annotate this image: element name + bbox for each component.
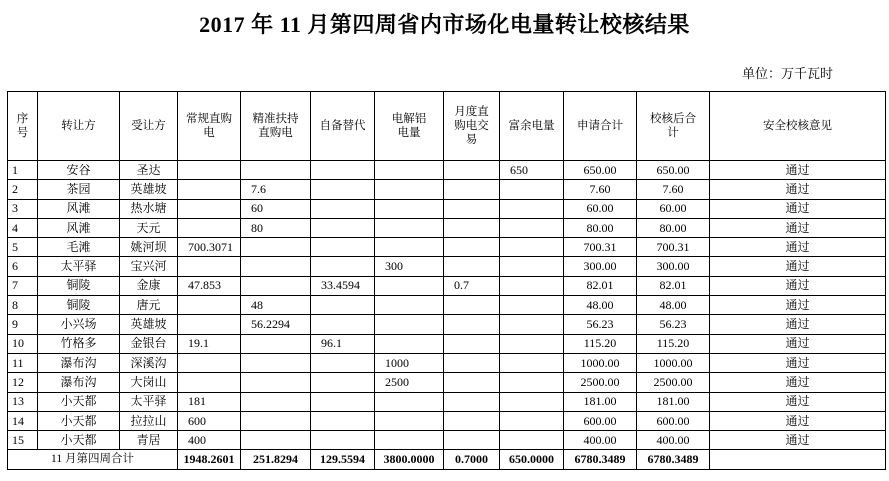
cell-checked-total: 82.01 [637,276,710,295]
cell-regular-direct [178,161,241,180]
cell-transferor: 毛滩 [38,238,120,257]
cell-surplus [500,257,564,276]
cell-precise-support [241,161,311,180]
result-table [7,91,886,470]
cell-transferee: 英雄坡 [120,180,178,199]
total-label: 11 月第四周合计 [8,450,178,469]
total-value: 129.5594 [311,450,375,469]
cell-aluminum [375,431,444,450]
cell-regular-direct [178,315,241,334]
cell-self-replace [311,238,375,257]
cell-checked-total: 600.00 [637,411,710,430]
header-apply-total: 申请合计 [564,92,637,161]
cell-aluminum [375,161,444,180]
cell-seq: 9 [8,315,38,334]
cell-self-replace [311,161,375,180]
cell-seq: 7 [8,276,38,295]
cell-precise-support [241,392,311,411]
cell-precise-support: 48 [241,296,311,315]
cell-surplus [500,431,564,450]
cell-surplus [500,411,564,430]
cell-transferee: 英雄坡 [120,315,178,334]
cell-precise-support [241,373,311,392]
cell-monthly-direct [444,180,500,199]
cell-aluminum [375,296,444,315]
table-row [8,431,886,450]
header-precise-support: 精准扶持直购电 [241,92,311,161]
cell-transferor: 铜陵 [38,276,120,295]
cell-apply-total: 400.00 [564,431,637,450]
cell-safety-opinion: 通过 [710,276,886,295]
cell-surplus [500,276,564,295]
cell-checked-total: 48.00 [637,296,710,315]
cell-precise-support [241,257,311,276]
cell-checked-total: 300.00 [637,257,710,276]
cell-checked-total: 56.23 [637,315,710,334]
cell-safety-opinion: 通过 [710,411,886,430]
cell-aluminum [375,199,444,218]
cell-monthly-direct [444,373,500,392]
cell-aluminum [375,218,444,237]
header-safety-opinion: 安全校核意见 [710,92,886,161]
cell-apply-total: 56.23 [564,315,637,334]
cell-precise-support [241,353,311,372]
table-row [8,334,886,353]
table-row [8,392,886,411]
cell-safety-opinion: 通过 [710,218,886,237]
cell-precise-support [241,431,311,450]
cell-safety-opinion: 通过 [710,431,886,450]
cell-aluminum [375,276,444,295]
cell-seq: 15 [8,431,38,450]
cell-seq: 4 [8,218,38,237]
cell-monthly-direct [444,315,500,334]
cell-regular-direct [178,199,241,218]
header-monthly-direct: 月度直购电交易 [444,92,500,161]
cell-transferor: 茶园 [38,180,120,199]
cell-self-replace [311,296,375,315]
cell-transferee: 圣达 [120,161,178,180]
cell-precise-support: 80 [241,218,311,237]
total-value: 0.7000 [444,450,500,469]
cell-surplus [500,315,564,334]
total-row [8,450,886,469]
cell-monthly-direct [444,431,500,450]
cell-seq: 13 [8,392,38,411]
cell-regular-direct [178,373,241,392]
cell-transferor: 安谷 [38,161,120,180]
cell-apply-total: 2500.00 [564,373,637,392]
cell-apply-total: 115.20 [564,334,637,353]
cell-aluminum: 1000 [375,353,444,372]
cell-regular-direct: 47.853 [178,276,241,295]
header-seq: 序号 [8,92,38,161]
cell-checked-total: 1000.00 [637,353,710,372]
header-regular-direct: 常规直购电 [178,92,241,161]
cell-transferor: 瀑布沟 [38,353,120,372]
cell-apply-total: 300.00 [564,257,637,276]
cell-safety-opinion: 通过 [710,353,886,372]
cell-transferee: 太平驿 [120,392,178,411]
cell-surplus [500,218,564,237]
cell-regular-direct: 700.3071 [178,238,241,257]
total-value: 1948.2601 [178,450,241,469]
table-row [8,353,886,372]
cell-aluminum [375,411,444,430]
cell-transferee: 青居 [120,431,178,450]
cell-self-replace [311,257,375,276]
total-value: 251.8294 [241,450,311,469]
cell-seq: 3 [8,199,38,218]
cell-self-replace [311,411,375,430]
cell-monthly-direct [444,411,500,430]
cell-transferor: 小天都 [38,431,120,450]
cell-surplus: 650 [500,161,564,180]
cell-safety-opinion: 通过 [710,392,886,411]
cell-aluminum [375,180,444,199]
cell-self-replace [311,373,375,392]
unit-label: 单位：万千瓦时 [742,66,834,81]
cell-apply-total: 7.60 [564,180,637,199]
cell-self-replace: 33.4594 [311,276,375,295]
cell-checked-total: 80.00 [637,218,710,237]
cell-monthly-direct [444,296,500,315]
cell-self-replace [311,218,375,237]
cell-monthly-direct [444,353,500,372]
cell-transferor: 太平驿 [38,257,120,276]
table-row [8,257,886,276]
header-row [8,92,886,161]
cell-safety-opinion: 通过 [710,238,886,257]
cell-surplus [500,296,564,315]
cell-apply-total: 600.00 [564,411,637,430]
cell-safety-opinion: 通过 [710,373,886,392]
table-row [8,180,886,199]
cell-transferor: 瀑布沟 [38,373,120,392]
cell-aluminum: 2500 [375,373,444,392]
cell-monthly-direct [444,161,500,180]
cell-transferee: 金康 [120,276,178,295]
cell-apply-total: 700.31 [564,238,637,257]
cell-transferor: 风滩 [38,218,120,237]
cell-self-replace [311,353,375,372]
cell-transferor: 铜陵 [38,296,120,315]
cell-seq: 6 [8,257,38,276]
cell-transferee: 拉拉山 [120,411,178,430]
cell-surplus [500,353,564,372]
cell-aluminum [375,334,444,353]
cell-transferor: 小天都 [38,411,120,430]
cell-seq: 10 [8,334,38,353]
cell-safety-opinion: 通过 [710,257,886,276]
cell-surplus [500,334,564,353]
cell-self-replace [311,180,375,199]
cell-surplus [500,199,564,218]
cell-checked-total: 60.00 [637,199,710,218]
cell-precise-support: 7.6 [241,180,311,199]
cell-surplus [500,392,564,411]
cell-transferor: 小天都 [38,392,120,411]
cell-apply-total: 650.00 [564,161,637,180]
table-row [8,296,886,315]
cell-regular-direct [178,180,241,199]
cell-precise-support [241,276,311,295]
cell-monthly-direct: 0.7 [444,276,500,295]
cell-self-replace [311,315,375,334]
cell-checked-total: 7.60 [637,180,710,199]
cell-seq: 2 [8,180,38,199]
cell-seq: 12 [8,373,38,392]
cell-precise-support [241,238,311,257]
cell-regular-direct: 600 [178,411,241,430]
cell-safety-opinion: 通过 [710,315,886,334]
cell-transferee: 唐元 [120,296,178,315]
cell-transferee: 天元 [120,218,178,237]
cell-apply-total: 1000.00 [564,353,637,372]
table-row [8,411,886,430]
cell-seq: 11 [8,353,38,372]
total-value: 650.0000 [500,450,564,469]
cell-apply-total: 82.01 [564,276,637,295]
cell-checked-total: 115.20 [637,334,710,353]
cell-seq: 5 [8,238,38,257]
header-transferor: 转让方 [38,92,120,161]
table-row [8,218,886,237]
cell-regular-direct [178,296,241,315]
cell-monthly-direct [444,199,500,218]
cell-monthly-direct [444,257,500,276]
total-value: 6780.3489 [564,450,637,469]
table-row [8,238,886,257]
cell-transferee: 宝兴河 [120,257,178,276]
cell-checked-total: 181.00 [637,392,710,411]
header-transferee: 受让方 [120,92,178,161]
cell-safety-opinion: 通过 [710,180,886,199]
cell-aluminum [375,392,444,411]
cell-monthly-direct [444,218,500,237]
cell-self-replace [311,431,375,450]
cell-checked-total: 2500.00 [637,373,710,392]
cell-self-replace: 96.1 [311,334,375,353]
cell-aluminum [375,315,444,334]
cell-monthly-direct [444,238,500,257]
cell-safety-opinion: 通过 [710,199,886,218]
cell-regular-direct [178,218,241,237]
header-aluminum: 电解铝电量 [375,92,444,161]
header-checked-total: 校核后合计 [637,92,710,161]
cell-precise-support [241,334,311,353]
page-title: 2017 年 11 月第四周省内市场化电量转让校核结果 [199,12,690,37]
cell-regular-direct [178,257,241,276]
cell-surplus [500,180,564,199]
cell-monthly-direct [444,334,500,353]
total-value: 3800.0000 [375,450,444,469]
cell-aluminum [375,238,444,257]
cell-apply-total: 181.00 [564,392,637,411]
cell-monthly-direct [444,392,500,411]
total-value: 6780.3489 [637,450,710,469]
cell-apply-total: 80.00 [564,218,637,237]
cell-transferee: 姚河坝 [120,238,178,257]
cell-aluminum: 300 [375,257,444,276]
cell-self-replace [311,392,375,411]
cell-seq: 1 [8,161,38,180]
cell-apply-total: 60.00 [564,199,637,218]
table-row [8,276,886,295]
cell-regular-direct: 19.1 [178,334,241,353]
cell-apply-total: 48.00 [564,296,637,315]
cell-seq: 14 [8,411,38,430]
cell-surplus [500,373,564,392]
cell-safety-opinion: 通过 [710,334,886,353]
table-row [8,161,886,180]
cell-surplus [500,238,564,257]
cell-checked-total: 650.00 [637,161,710,180]
header-surplus: 富余电量 [500,92,564,161]
cell-regular-direct: 181 [178,392,241,411]
cell-self-replace [311,199,375,218]
cell-checked-total: 400.00 [637,431,710,450]
cell-checked-total: 700.31 [637,238,710,257]
cell-precise-support: 56.2294 [241,315,311,334]
cell-safety-opinion: 通过 [710,161,886,180]
cell-regular-direct: 400 [178,431,241,450]
cell-transferor: 竹格多 [38,334,120,353]
cell-precise-support [241,411,311,430]
table-row [8,315,886,334]
table-row [8,199,886,218]
total-value [710,450,886,469]
table-row [8,373,886,392]
cell-transferor: 风滩 [38,199,120,218]
cell-regular-direct [178,353,241,372]
cell-precise-support: 60 [241,199,311,218]
header-self-replace: 自备替代 [311,92,375,161]
cell-safety-opinion: 通过 [710,296,886,315]
cell-transferee: 深溪沟 [120,353,178,372]
cell-transferor: 小兴场 [38,315,120,334]
cell-transferee: 金银台 [120,334,178,353]
cell-transferee: 热水塘 [120,199,178,218]
cell-seq: 8 [8,296,38,315]
cell-transferee: 大岗山 [120,373,178,392]
